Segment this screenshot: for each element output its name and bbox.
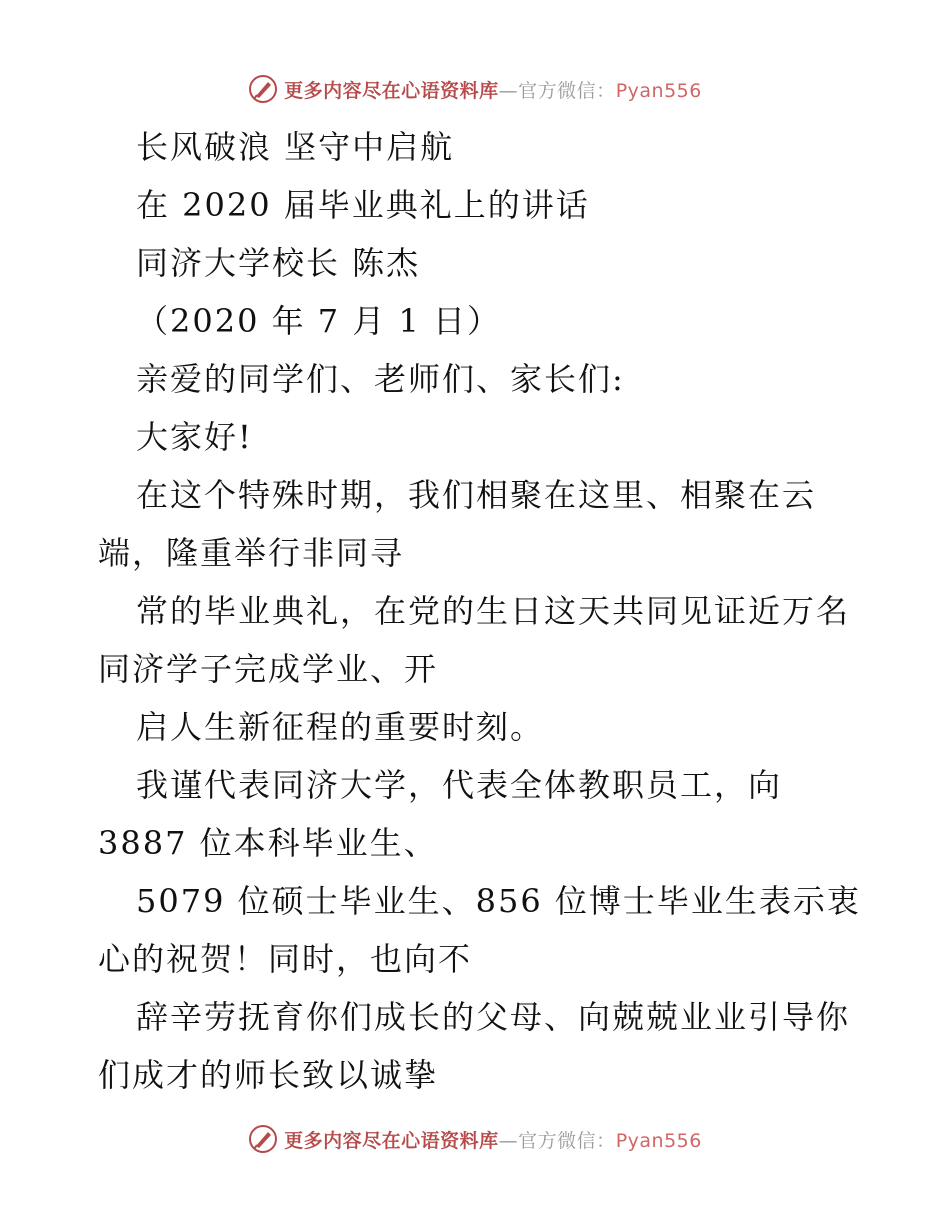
watermark-text [284,1126,702,1153]
document-date: （2020 年 7 月 1 日） [136,302,502,340]
paragraph-line: 在这个特殊时期，我们相聚在这里、相聚在云 [136,476,817,514]
header-watermark [0,72,950,106]
watermark-brand: 更多内容尽在心语资料库 [284,1129,499,1152]
paragraph-line: 启人生新征程的重要时刻。 [136,708,545,746]
document-subtitle: 在 2020 届毕业典礼上的讲话 [136,186,590,224]
watermark-wechat-id: Pyan556 [615,79,702,102]
paragraph-line: 们成才的师长致以诚挚 [98,1056,439,1094]
paragraph-line: 同济学子完成学业、开 [98,650,439,688]
watermark-brand: 更多内容尽在心语资料库 [284,79,499,102]
paragraph-line: 辞辛劳抚育你们成长的父母、向兢兢业业引导你 [136,998,851,1036]
document-title: 长风破浪 坚守中启航 [136,128,455,166]
quill-pen-logo-icon [248,1124,278,1154]
quill-pen-logo-icon [248,74,278,104]
footer-watermark [0,1122,950,1156]
paragraph-line: 常的毕业典礼，在党的生日这天共同见证近万名 [136,592,851,630]
paragraph-line: 心的祝贺！同时，也向不 [98,940,473,978]
watermark-official: —官方微信： [498,79,616,102]
watermark-official: —官方微信： [498,1129,616,1152]
paragraph-line: 3887 位本科毕业生、 [98,824,438,862]
document-salutation: 亲爱的同学们、老师们、家长们: [136,360,625,398]
document-body [98,118,868,1104]
document-greeting: 大家好! [136,418,253,456]
paragraph-line: 我谨代表同济大学，代表全体教职员工，向 [136,766,783,804]
watermark-wechat-id: Pyan556 [615,1129,702,1152]
watermark-text [284,76,702,103]
paragraph-line: 5079 位硕士毕业生、856 位博士毕业生表示衷 [136,882,861,920]
paragraph-line: 端，隆重举行非同寻 [98,534,405,572]
document-author: 同济大学校长 陈杰 [136,244,421,282]
